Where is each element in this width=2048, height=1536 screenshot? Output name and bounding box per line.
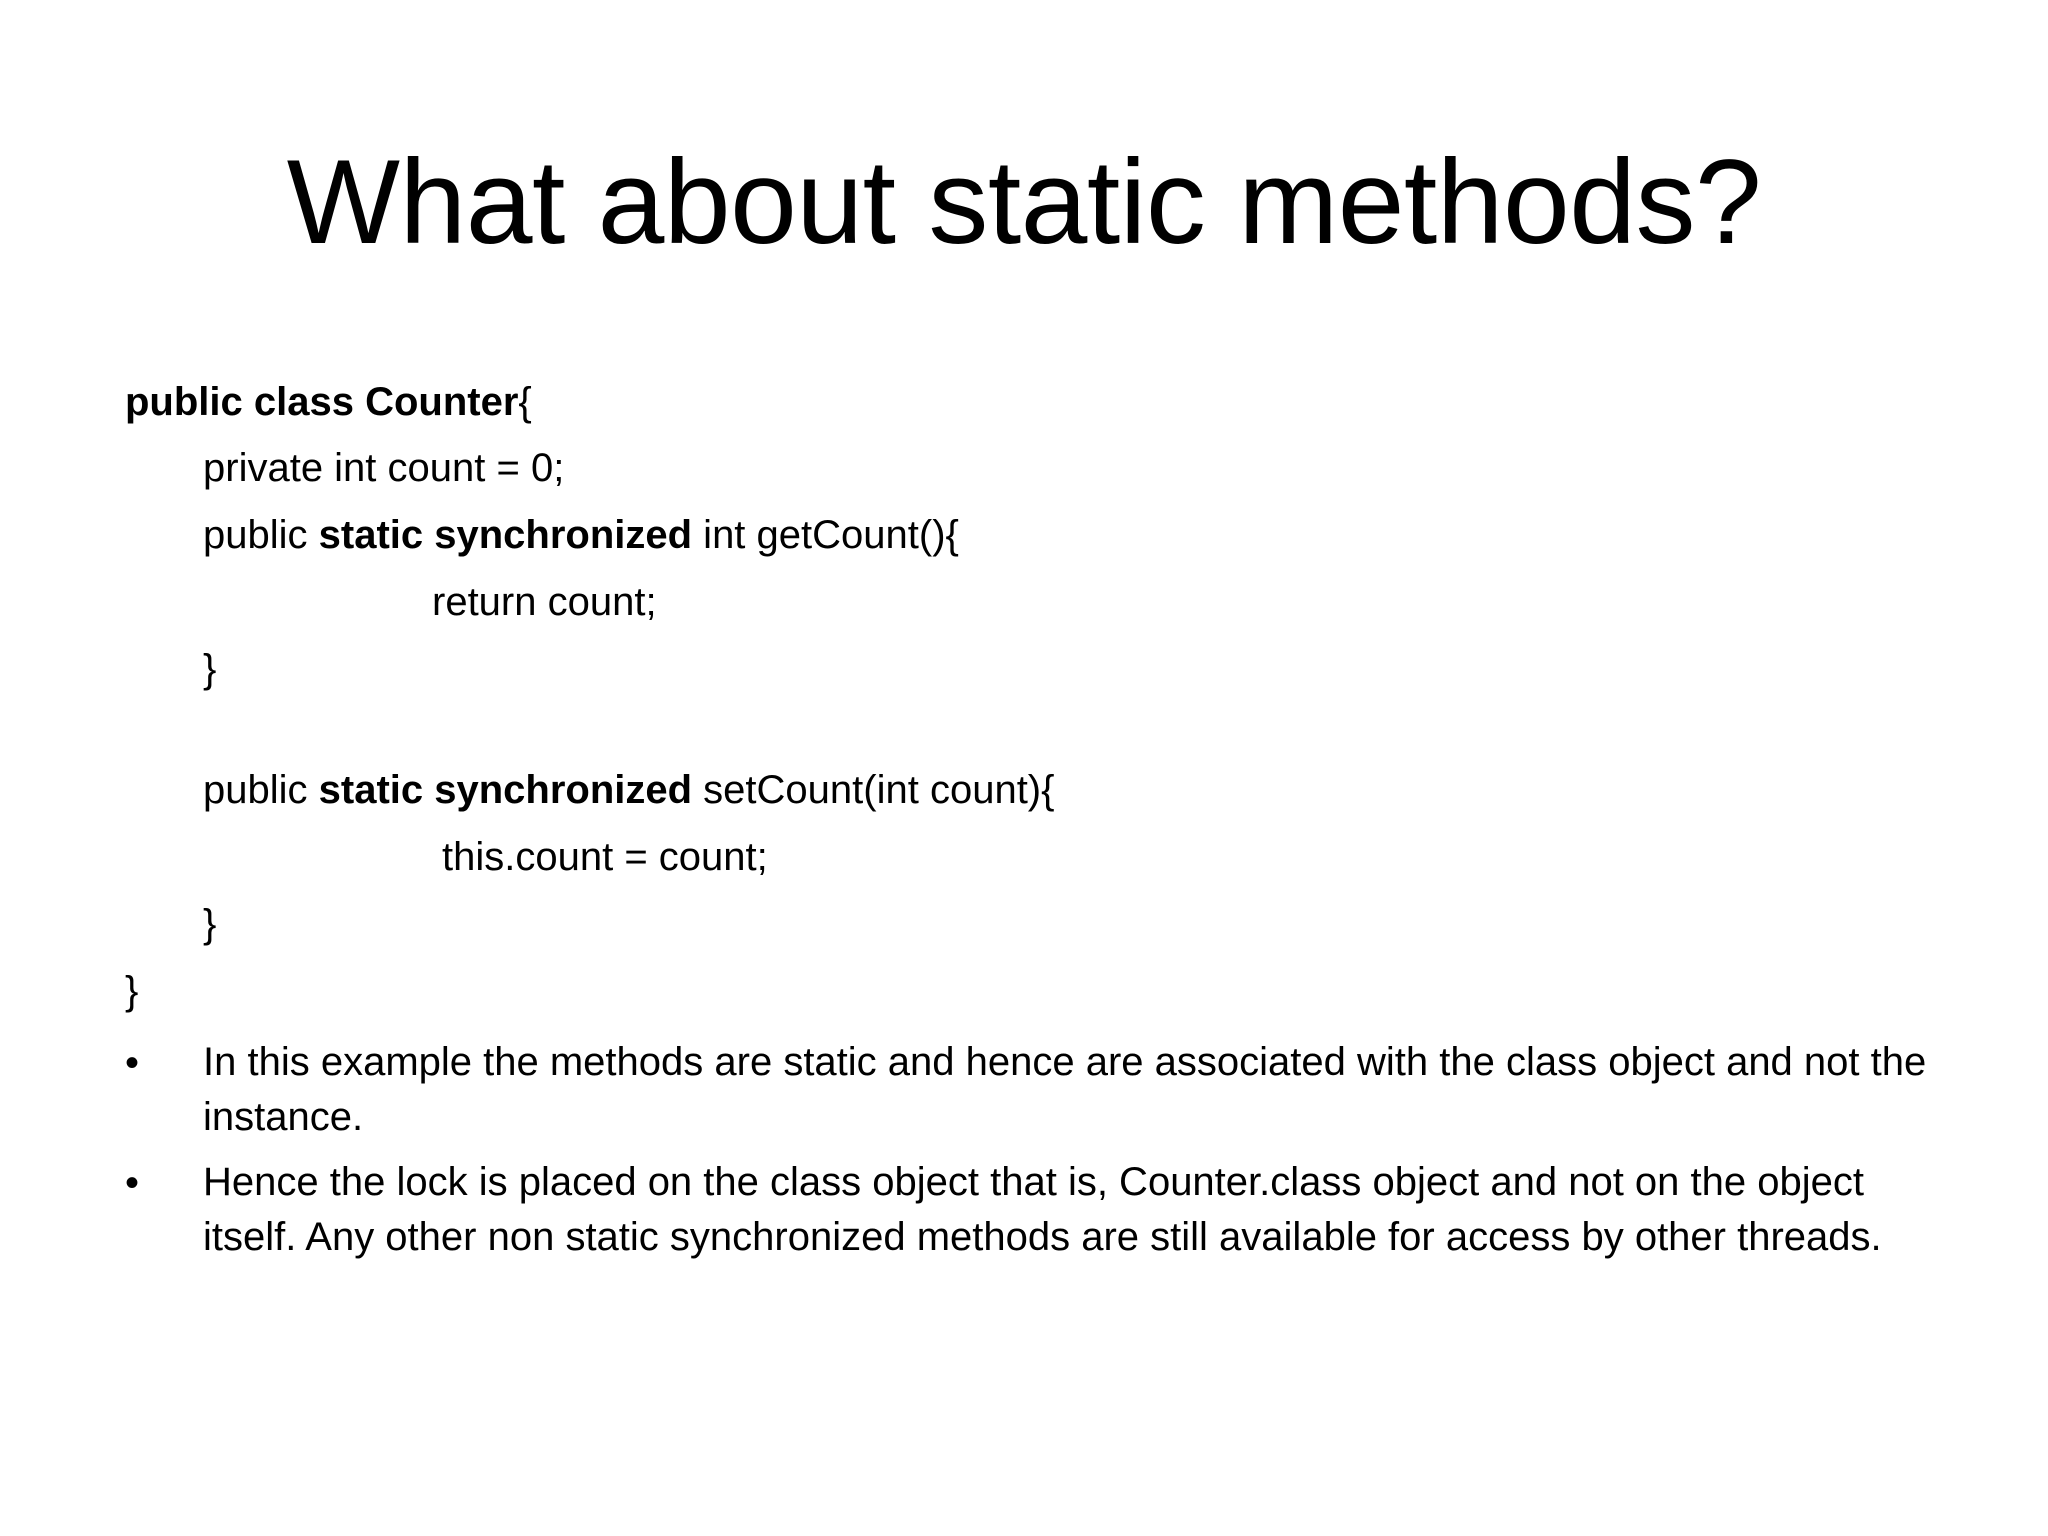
bullet-text: Hence the lock is placed on the class object that is, Counter.class object and not on the object itself. Any other non static synchronized methods are still available for access by other threads.: [203, 1160, 1882, 1259]
code-line-class-close: }: [125, 969, 139, 1013]
code-line-close-brace: }: [203, 647, 217, 691]
code-keyword: public class Counter: [125, 380, 519, 424]
code-line-close-brace: }: [203, 902, 217, 946]
code-line-field: private int count = 0;: [203, 446, 565, 490]
code-line-return: return count;: [432, 580, 657, 624]
bullet-icon: •: [125, 1161, 140, 1205]
code-text: {: [518, 380, 532, 424]
code-text: int getCount(){: [692, 513, 959, 557]
code-text: public: [203, 513, 319, 557]
bullet-text: In this example the methods are static and hence are associated with the class object and not the instance.: [203, 1040, 1927, 1139]
code-line-class-decl: [125, 376, 532, 428]
code-text: public: [203, 768, 319, 812]
code-keyword: static synchronized: [318, 513, 693, 557]
bullet-icon: •: [125, 1041, 140, 1085]
code-line-assign: this.count = count;: [442, 835, 768, 879]
code-line-getcount-decl: [203, 509, 959, 561]
code-keyword: static synchronized: [318, 768, 693, 812]
slide-title: What about static methods?: [286, 135, 1762, 269]
code-text: setCount(int count){: [692, 768, 1055, 812]
code-line-setcount-decl: [203, 764, 1054, 816]
